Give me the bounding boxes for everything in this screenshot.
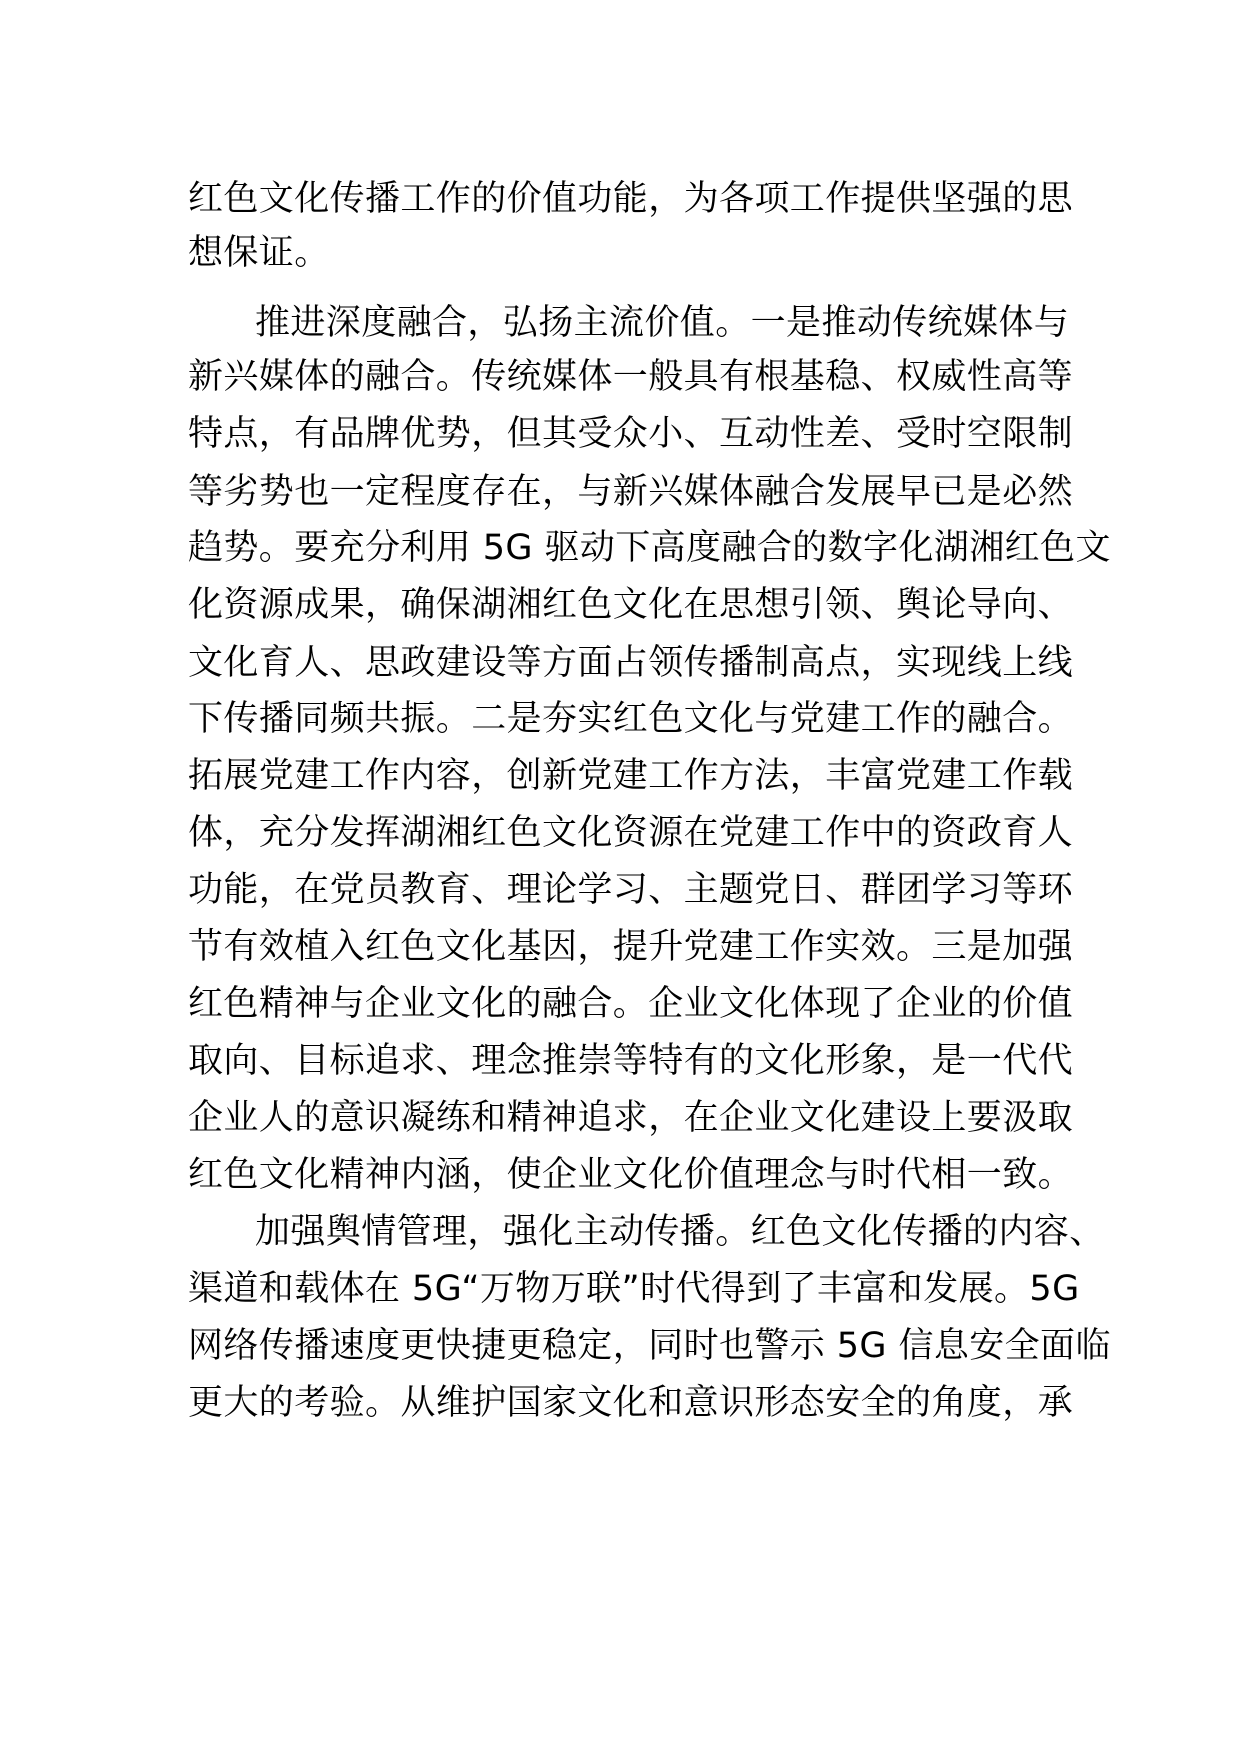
text-line: 红色精神与企业文化的融合。企业文化体现了企业的价值	[188, 984, 1074, 1024]
text-line: 红色文化传播工作的价值功能，为各项工作提供坚强的思	[188, 179, 1074, 219]
text-line: 等劣势也一定程度存在，与新兴媒体融合发展早已是必然	[188, 472, 1074, 512]
text-line: 特点，有品牌优势，但其受众小、互动性差、受时空限制	[188, 414, 1074, 454]
text-line: 体，充分发挥湖湘红色文化资源在党建工作中的资政育人	[188, 813, 1074, 853]
text-line: 拓展党建工作内容，创新党建工作方法，丰富党建工作载	[188, 756, 1074, 796]
text-line: 新兴媒体的融合。传统媒体一般具有根基稳、权威性高等	[188, 357, 1074, 397]
text-line: 趋势。要充分利用 5G 驱动下高度融合的数字化湖湘红色文	[188, 528, 1111, 568]
text-line: 下传播同频共振。二是夯实红色文化与党建工作的融合。	[188, 699, 1074, 739]
text-line: 功能，在党员教育、理论学习、主题党日、群团学习等环	[188, 870, 1074, 910]
paragraph-first-line: 推进深度融合，弘扬主流价值。一是推动传统媒体与	[255, 303, 1070, 343]
text-line: 网络传播速度更快捷更稳定，同时也警示 5G 信息安全面临	[188, 1326, 1111, 1366]
text-line: 化资源成果，确保湖湘红色文化在思想引领、舆论导向、	[188, 585, 1074, 625]
text-line: 红色文化精神内涵，使企业文化价值理念与时代相一致。	[188, 1155, 1074, 1195]
text-line: 想保证。	[188, 233, 330, 273]
text-line: 渠道和载体在 5G“万物万联”时代得到了丰富和发展。5G	[188, 1269, 1080, 1309]
text-line: 节有效植入红色文化基因，提升党建工作实效。三是加强	[188, 927, 1074, 967]
text-line: 企业人的意识凝练和精神追求，在企业文化建设上要汲取	[188, 1098, 1074, 1138]
text-line: 取向、目标追求、理念推崇等特有的文化形象，是一代代	[188, 1041, 1074, 1081]
text-line: 文化育人、思政建设等方面占领传播制高点，实现线上线	[188, 643, 1074, 683]
text-line: 更大的考验。从维护国家文化和意识形态安全的角度，承	[188, 1383, 1074, 1423]
paragraph-first-line: 加强舆情管理，强化主动传播。红色文化传播的内容、	[255, 1212, 1105, 1252]
